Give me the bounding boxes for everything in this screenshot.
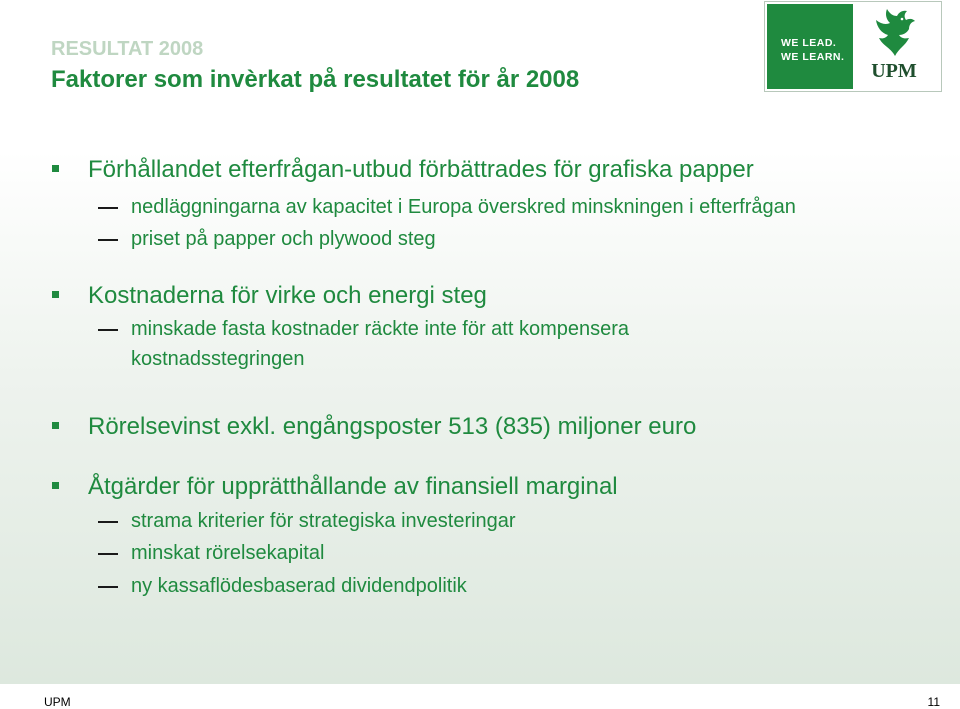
sub-bullet-item bbox=[131, 192, 796, 223]
dash-bullet-icon bbox=[98, 207, 118, 209]
sub-bullet-continuation bbox=[131, 344, 304, 375]
bullet-item bbox=[88, 413, 696, 441]
footer-brand: UPM bbox=[44, 695, 71, 709]
square-bullet-icon bbox=[52, 165, 59, 172]
page-number: 11 bbox=[927, 695, 940, 709]
dash-bullet-icon bbox=[98, 239, 118, 241]
logo-brand: UPM bbox=[871, 60, 917, 82]
dash-bullet-icon bbox=[98, 586, 118, 588]
logo-tagline-line-1: WE LEAD. bbox=[781, 37, 837, 49]
bullet-text: Förhållandet efterfrågan-utbud förbättrades för grafiska papper bbox=[88, 156, 754, 183]
square-bullet-icon bbox=[52, 482, 59, 489]
slide-subtitle: RESULTAT 2008 bbox=[51, 38, 204, 60]
sub-bullet-item bbox=[131, 224, 436, 255]
sub-bullet-text: strama kriterier för strategiska investeringar bbox=[131, 510, 516, 532]
dash-bullet-icon bbox=[98, 521, 118, 523]
sub-bullet-text: minskat rörelsekapital bbox=[131, 542, 325, 564]
bullet-text: Kostnaderna för virke och energi steg bbox=[88, 282, 487, 309]
bullet-item bbox=[88, 282, 487, 310]
sub-bullet-text: nedläggningarna av kapacitet i Europa överskred minskningen i efterfrågan bbox=[131, 196, 796, 218]
sub-bullet-text: minskade fasta kostnader räckte inte för att kompensera bbox=[131, 318, 630, 340]
bullet-item bbox=[88, 156, 754, 184]
square-bullet-icon bbox=[52, 291, 59, 298]
sub-bullet-text: kostnadsstegringen bbox=[131, 348, 305, 370]
dash-bullet-icon bbox=[98, 329, 118, 331]
sub-bullet-item bbox=[131, 314, 629, 345]
sub-bullet-text: ny kassaflödesbaserad dividendpolitik bbox=[131, 575, 467, 597]
bullet-text: Åtgärder för upprätthållande av finansiell marginal bbox=[88, 473, 618, 500]
sub-bullet-text: priset på papper och plywood steg bbox=[131, 228, 436, 250]
square-bullet-icon bbox=[52, 422, 59, 429]
dash-bullet-icon bbox=[98, 553, 118, 555]
sub-bullet-item bbox=[131, 571, 467, 602]
slide-title: Faktorer som invèrkat på resultatet för år 2008 bbox=[51, 66, 580, 93]
logo-tagline-line-2: WE LEARN. bbox=[781, 51, 845, 63]
bullet-text: Rörelsevinst exkl. engångsposter 513 (835) miljoner euro bbox=[88, 413, 697, 440]
sub-bullet-item bbox=[131, 538, 324, 569]
sub-bullet-item bbox=[131, 506, 516, 537]
bullet-item bbox=[88, 473, 618, 501]
